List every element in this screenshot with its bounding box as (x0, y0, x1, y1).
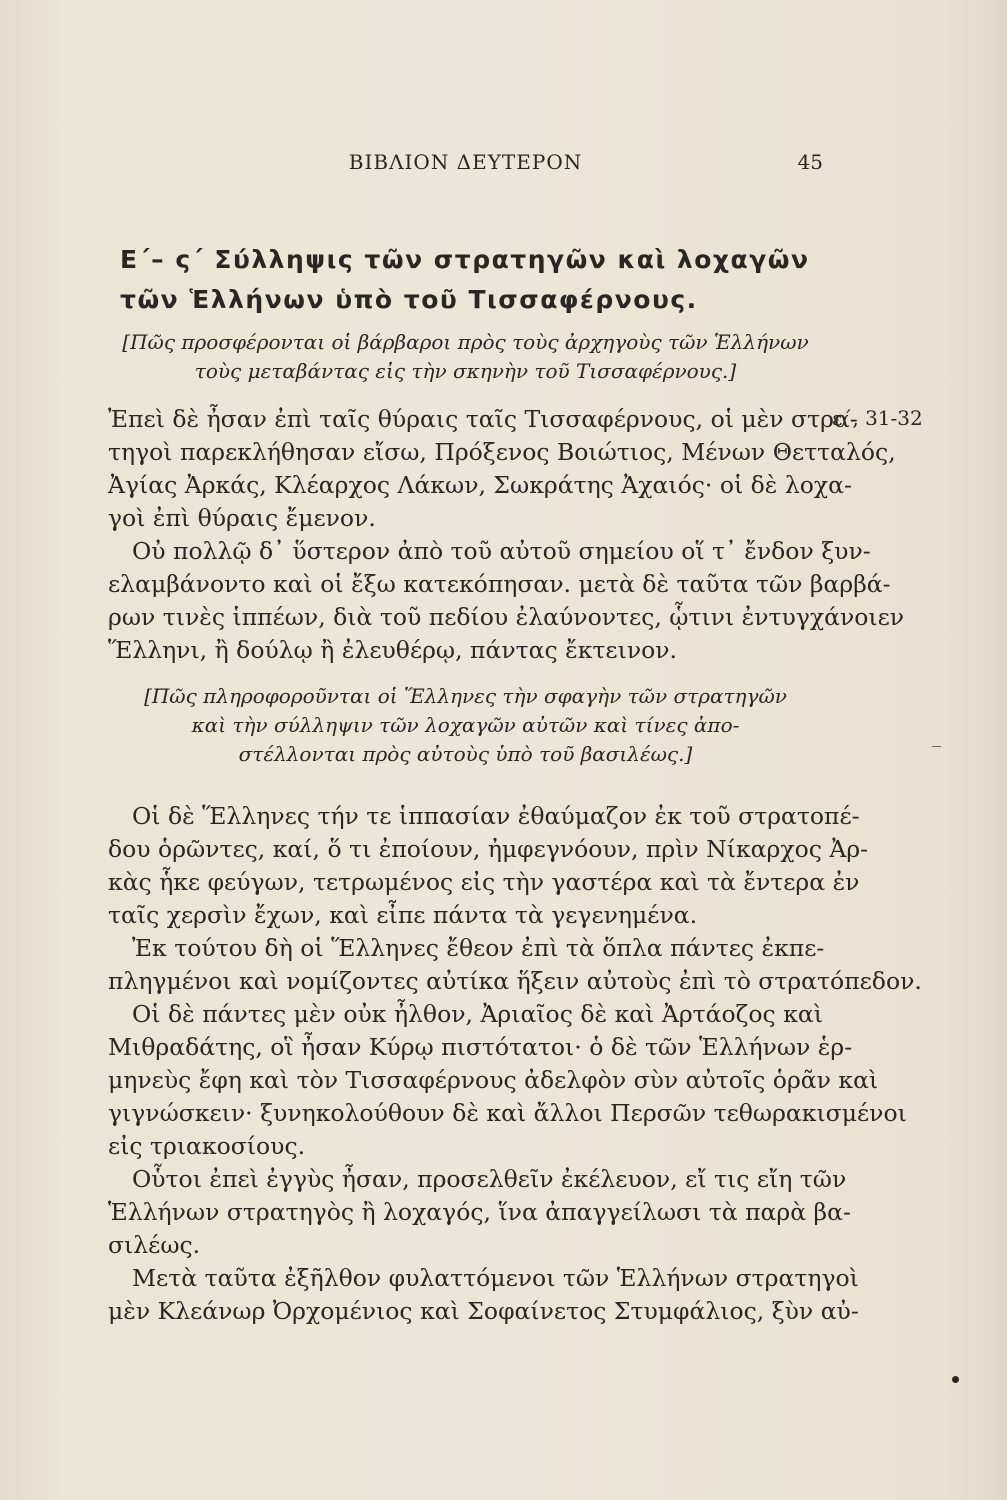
summary-line: στέλλονται πρὸς αὐτοὺς ὑπὸ τοῦ βασιλέως.] (238, 742, 693, 766)
running-title: ΒΙΒΛΙΟΝ ΔΕΥΤΕΡΟΝ (348, 150, 583, 174)
text-line: γοὶ ἐπὶ θύραις ἔμενον. (108, 504, 376, 532)
text-line: σιλέως. (108, 1231, 201, 1259)
section-summary-2 (108, 682, 823, 769)
text-block-2 (108, 800, 922, 1328)
chapter-title-line-2: τῶν Ἑλλήνων ὑπὸ τοῦ Τισσαφέρνους. (120, 285, 698, 314)
text-line: Οὗτοι ἐπεὶ ἐγγὺς ἦσαν, προσελθεῖν ἐκέλευον, εἴ τις εἴη τῶν (132, 1165, 847, 1193)
text-line: κὰς ἧκε φεύγων, τετρωμένος εἰς τὴν γαστέρα καὶ τὰ ἔντερα ἐν (108, 868, 860, 896)
text-line: Ἕλληνι, ἢ δούλῳ ἢ ἐλευθέρῳ, πάντας ἔκτεινον. (108, 636, 678, 664)
summary-line: [Πῶς προσφέρονται οἱ βάρβαροι πρὸς τοὺς ἀρχηγοὺς τῶν Ἑλλήνων (122, 330, 809, 354)
chapter-title (108, 240, 823, 320)
text-line: Οἱ δὲ Ἕλληνες τήν τε ἱππασίαν ἐθαύμαζον ἐκ τοῦ στρατοπέ- (132, 802, 860, 830)
text-line: ταῖς χερσὶν ἔχων, καὶ εἶπε πάντα τὰ γεγενημένα. (108, 901, 698, 929)
chapter-title-line-1: Ε΄– ς΄ Σύλληψις τῶν στρατηγῶν καὶ λοχαγῶν (120, 245, 810, 274)
text-line: ρων τινὲς ἱππέων, διὰ τοῦ πεδίου ἐλαύνοντες, ᾧτινι ἐντυγχάνοιεν (108, 603, 905, 631)
ink-speck (952, 1376, 959, 1383)
text-line: γιγνώσκειν· ξυνηκολούθουν δὲ καὶ ἄλλοι Περσῶν τεθωρακισμένοι (108, 1099, 907, 1127)
text-line: Ἐκ τούτου δὴ οἱ Ἕλληνες ἔθεον ἐπὶ τὰ ὅπλα πάντες ἐκπε- (132, 934, 825, 962)
summary-line: τοὺς μεταβάντας εἰς τὴν σκηνὴν τοῦ Τισσαφέρνους.] (194, 359, 737, 383)
text-line: ελαμβάνοντο καὶ οἱ ἔξω κατεκόπησαν. μετὰ δὲ ταῦτα τῶν βαρβά- (108, 570, 891, 598)
text-line: τηγοὶ παρεκλήθησαν εἴσω, Πρόξενος Βοιώτιος, Μένων Θετταλός, (108, 438, 896, 466)
text-line: Μιθραδάτης, οἳ ἦσαν Κύρῳ πιστότατοι· ὁ δὲ τῶν Ἑλλήνων ἑρ- (108, 1033, 853, 1061)
text-line: Οὐ πολλῷ δ᾽ ὕστερον ἀπὸ τοῦ αὐτοῦ σημείου οἵ τ᾽ ἔνδον ξυν- (132, 537, 871, 565)
summary-line: καὶ τὴν σύλληψιν τῶν λοχαγῶν αὐτῶν καὶ τίνες ἀπο- (191, 713, 740, 737)
margin-reference: ε΄, 31-32 (832, 406, 923, 430)
text-line: μὲν Κλεάνωρ Ὀρχομένιος καὶ Σοφαίνετος Στυμφάλιος, ξὺν αὐ- (108, 1297, 859, 1325)
summary-line: [Πῶς πληροφοροῦνται οἱ Ἕλληνες τὴν σφαγὴν τῶν στρατηγῶν (144, 684, 787, 708)
text-line: Μετὰ ταῦτα ἐξῆλθον φυλαττόμενοι τῶν Ἑλλήνων στρατηγοὶ (132, 1264, 859, 1292)
text-line: πληγμένοι καὶ νομίζοντες αὐτίκα ἥξειν αὐτοὺς ἐπὶ τὸ στρατόπεδον. (108, 967, 922, 995)
text-line: δου ὁρῶντες, καί, ὅ τι ἐποίουν, ἠμφεγνόουν, πρὶν Νίκαρχος Ἀρ- (108, 835, 869, 863)
text-line: Ἀγίας Ἀρκάς, Κλέαρχος Λάκων, Σωκράτης Ἀχαιός· οἱ δὲ λοχα- (108, 471, 852, 499)
page-header (108, 150, 823, 180)
text-line: Ἐπεὶ δὲ ἦσαν ἐπὶ ταῖς θύραις ταῖς Τισσαφέρνους, οἱ μὲν στρα- (108, 405, 858, 433)
margin-mark (932, 746, 941, 747)
text-line: μηνεὺς ἔφη καὶ τὸν Τισσαφέρνους ἀδελφὸν σὺν αὐτοῖς ὁρᾶν καὶ (108, 1066, 879, 1094)
section-summary-1 (108, 328, 823, 386)
text-line: Οἱ δὲ πάντες μὲν οὐκ ἦλθον, Ἀριαῖος δὲ καὶ Ἀρτάοζος καὶ (132, 1000, 823, 1028)
text-line: εἰς τριακοσίους. (108, 1132, 306, 1160)
page-number: 45 (797, 150, 823, 174)
text-line: Ἑλλήνων στρατηγὸς ἢ λοχαγός, ἵνα ἀπαγγείλωσι τὰ παρὰ βα- (108, 1198, 851, 1226)
